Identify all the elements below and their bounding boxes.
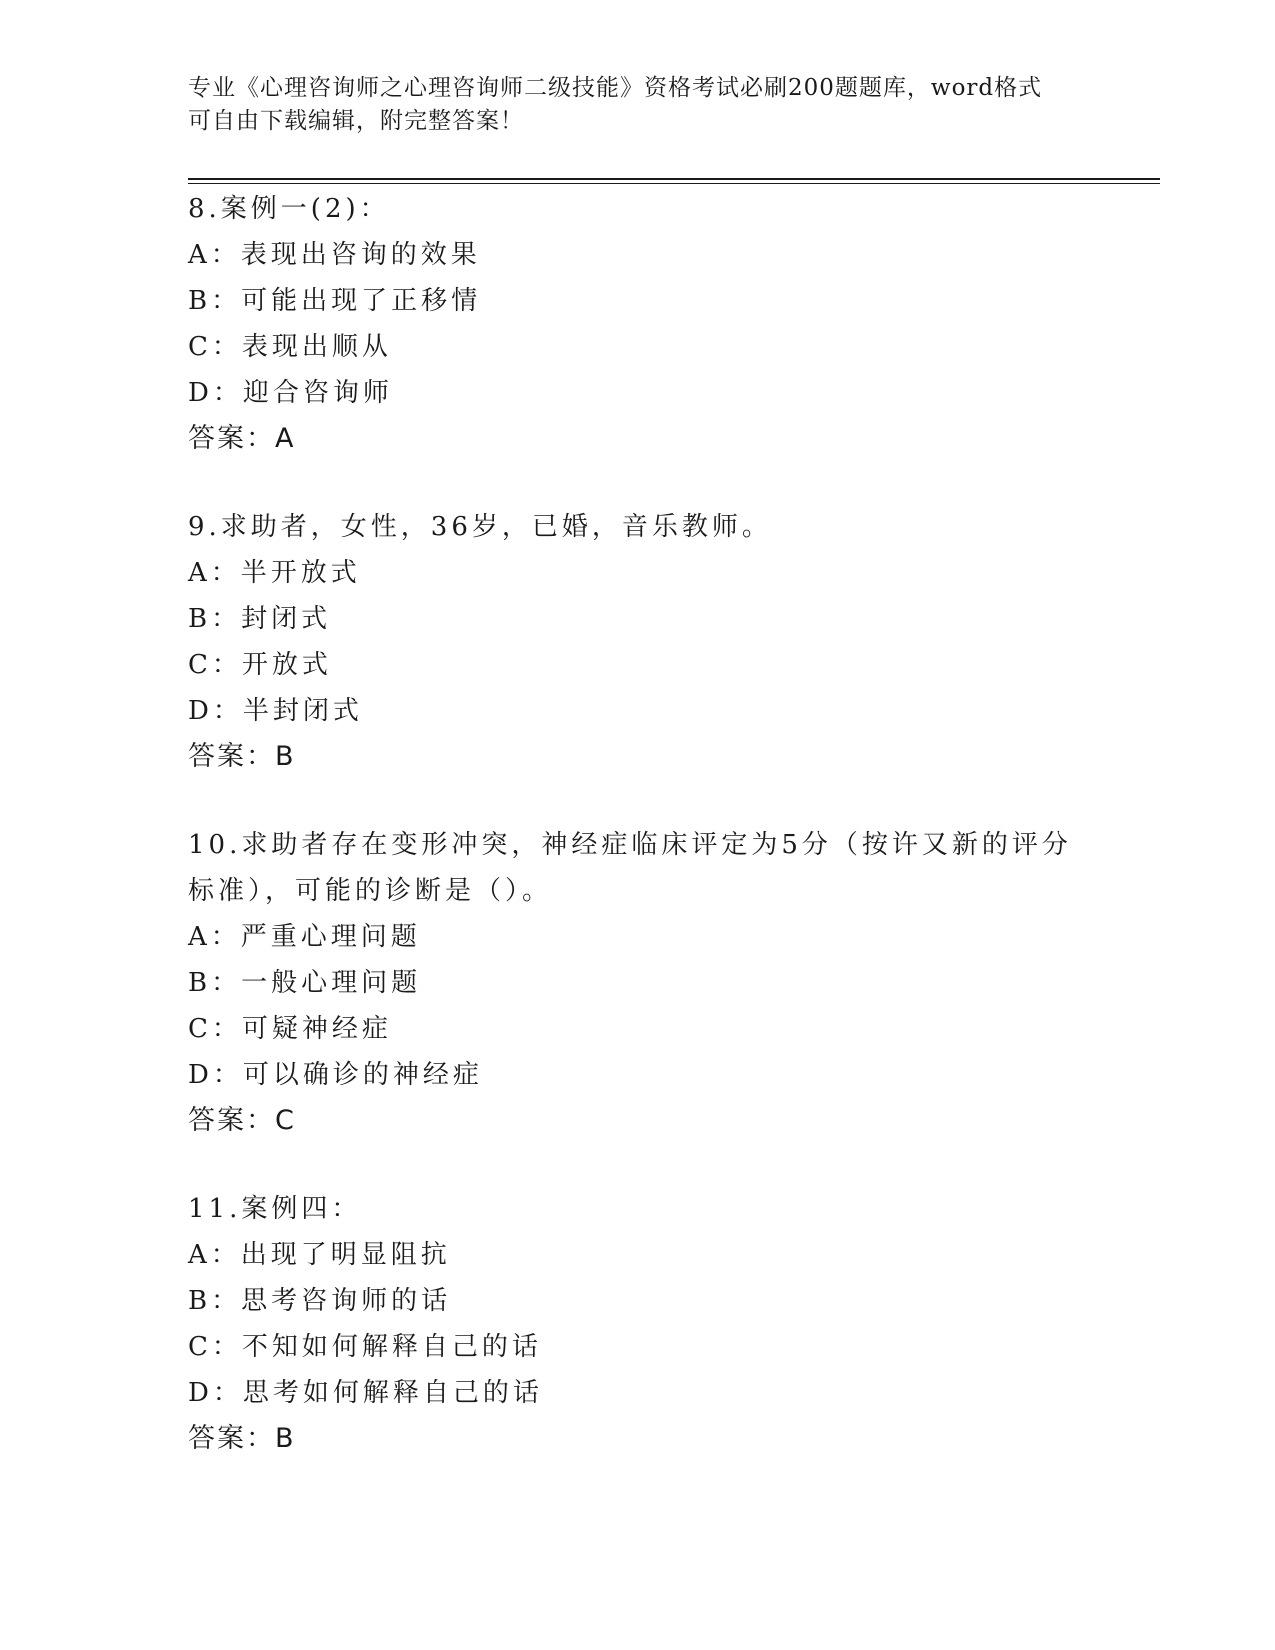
- answer-line: 答案：C: [188, 1105, 296, 1136]
- option-a: A：半开放式: [188, 558, 361, 588]
- question-10: [188, 822, 1088, 1144]
- option-a: A：表现出咨询的效果: [188, 240, 481, 270]
- option-d: D：半封闭式: [188, 696, 363, 726]
- header-line-2: 可自由下载编辑，附完整答案！: [188, 108, 524, 134]
- option-a: A：出现了明显阻抗: [188, 1240, 451, 1270]
- option-d: D：思考如何解释自己的话: [188, 1378, 543, 1408]
- option-b: B：思考咨询师的话: [188, 1286, 452, 1316]
- question-stem: 11.案例四：: [188, 1194, 362, 1224]
- question-8: [188, 186, 1088, 462]
- question-stem: 8.案例一(2)：: [188, 194, 390, 224]
- header-divider-thin: [188, 183, 1160, 184]
- question-9: [188, 504, 1088, 780]
- question-stem: 9.求助者，女性，36岁，已婚，音乐教师。: [188, 512, 772, 542]
- header-line-1: 专业《心理咨询师之心理咨询师二级技能》资格考试必刷200题题库，word格式: [188, 75, 1043, 101]
- option-b: B：一般心理问题: [188, 968, 422, 998]
- option-c: C：可疑神经症: [188, 1014, 392, 1044]
- answer-line: 答案：A: [188, 423, 296, 454]
- option-b: B：可能出现了正移情: [188, 286, 482, 316]
- header-divider-thick: [188, 178, 1160, 180]
- option-d: D：迎合咨询师: [188, 378, 393, 408]
- question-11: [188, 1186, 1088, 1462]
- option-b: B：封闭式: [188, 604, 332, 634]
- document-header: [188, 72, 1088, 138]
- answer-line: 答案：B: [188, 741, 296, 772]
- option-d: D：可以确诊的神经症: [188, 1060, 483, 1090]
- option-c: C：表现出顺从: [188, 332, 392, 362]
- answer-line: 答案：B: [188, 1423, 296, 1454]
- option-c: C：开放式: [188, 650, 332, 680]
- question-stem: 10.求助者存在变形冲突，神经症临床评定为5分（按许又新的评分标准），可能的诊断是（）。: [188, 830, 1072, 906]
- option-c: C：不知如何解释自己的话: [188, 1332, 542, 1362]
- option-a: A：严重心理问题: [188, 922, 421, 952]
